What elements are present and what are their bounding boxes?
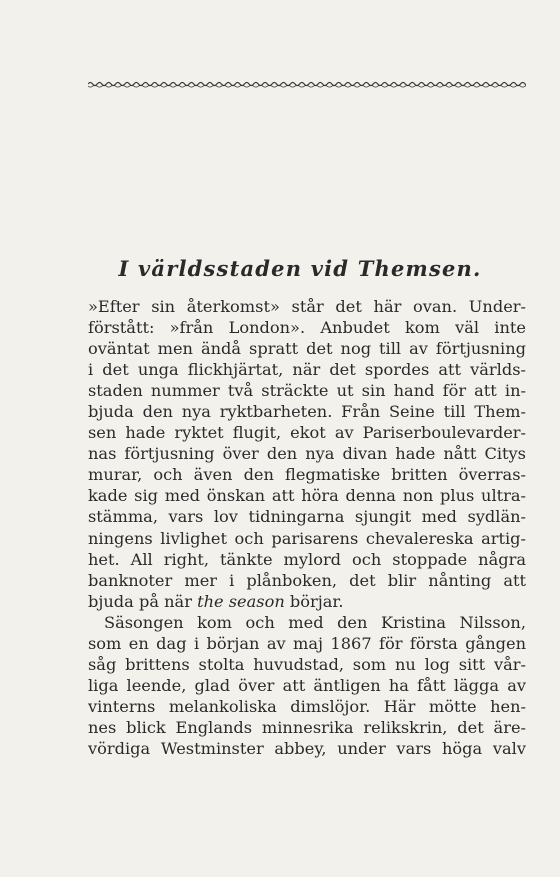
text-line: »Efter sin återkomst» står det här ovan. Under- [88,297,526,316]
italic-phrase: the season [197,591,285,611]
text-line-last [88,591,526,612]
text-line: murar, och även den flegmatiske britten överras- [88,465,526,485]
body-text [88,296,526,759]
text-line: liga leende, glad över att äntligen ha fått lägga av [88,675,526,695]
text-line: förstått: »från London». Anbudet kom väl inte [88,318,526,338]
text-line: banknoter mer i plånboken, det blir nånting att [88,570,526,590]
text-line: oväntat men ändå spratt det nog till av förtjusning [88,339,526,359]
chapter-title: I världsstaden vid Themsen. [118,256,482,281]
paragraph-2 [88,612,526,759]
paragraph-1 [88,296,526,612]
text-line: nas förtjusning över den nya divan hade nått Citys [88,444,526,464]
text-line: vördiga Westminster abbey, under vars höga valv [88,738,526,758]
decorative-border-ornament [88,78,526,90]
text-line: vinterns melankoliska dimslöjor. Här mötte hen- [88,696,526,716]
text-run: bjuda på när [88,591,198,611]
text-line: som en dag i början av maj 1867 för första gången [88,633,526,653]
text-line: stämma, vars lov tidningarna sjungit med sydlän- [88,507,526,527]
text-line: bjuda den nya ryktbarheten. Från Seine till Them- [88,402,526,422]
text-run: börjar. [284,591,344,611]
text-line: såg brittens stolta huvudstad, som nu log sitt vår- [88,654,526,674]
text-line: staden nummer två sträckte ut sin hand för att in- [88,381,526,401]
text-line: het. All right, tänkte mylord och stoppade några [88,549,526,569]
text-line: i det unga flickhjärtat, när det spordes att världs- [88,360,526,380]
text-line: Säsongen kom och med den Kristina Nilsson, [104,612,526,632]
text-line: sen hade ryktet flugit, ekot av Pariserboulevarder- [88,423,526,443]
text-line: kade sig med önskan att höra denna non plus ultra- [88,486,526,506]
text-line: ningens livlighet och parisarens chevalereska artig- [88,528,526,548]
text-line: nes blick Englands minnesrika relikskrin, det äre- [88,717,526,737]
